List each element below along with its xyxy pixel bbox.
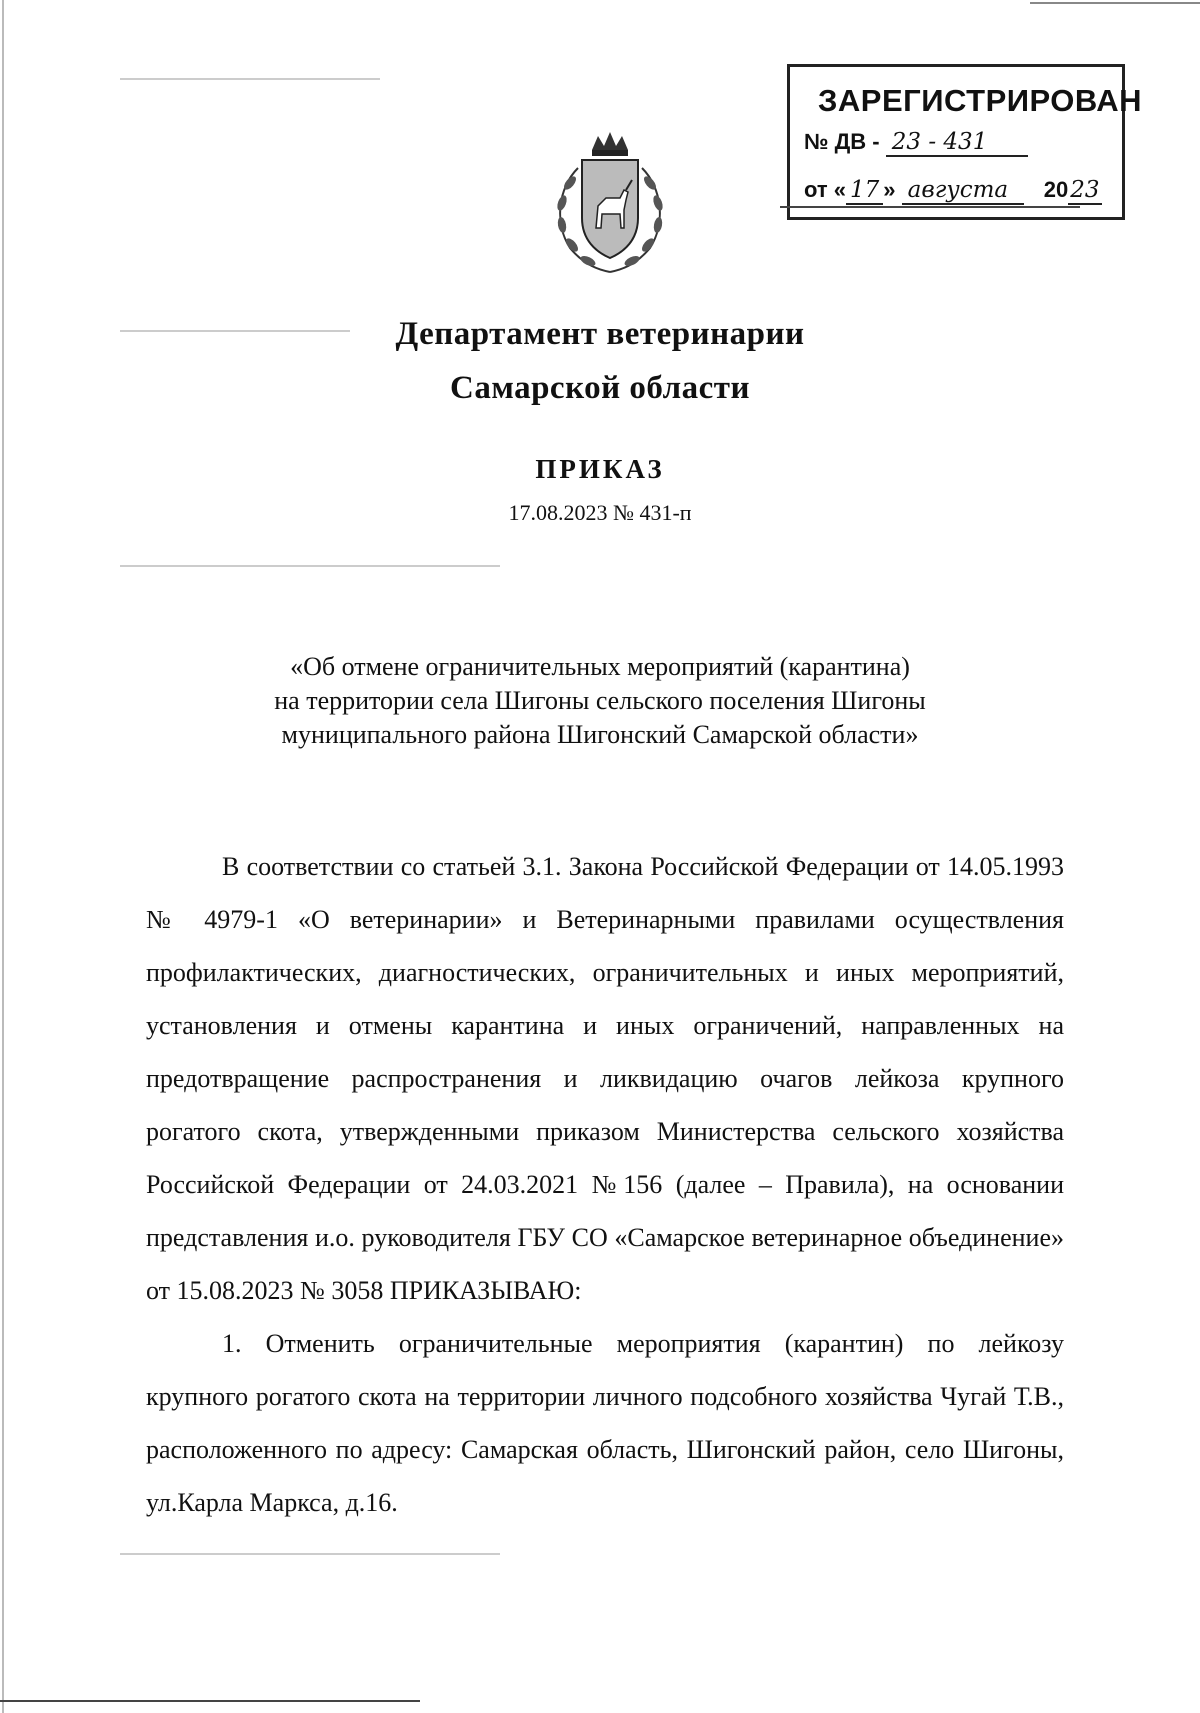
scan-edge-top: [1030, 2, 1200, 4]
registration-stamp: [787, 64, 1143, 220]
stamp-title: ЗАРЕГИСТРИРОВАН: [818, 83, 1143, 118]
subject-line3: муниципального района Шигонский Самарской области»: [281, 720, 919, 749]
stamp-date-prefix: от «: [804, 177, 847, 202]
coat-of-arms-emblem: [540, 128, 680, 278]
stamp-date-year-suffix: 23: [1070, 177, 1100, 203]
stamp-date-year-prefix: 20: [1043, 177, 1069, 202]
department-name-line2: Самарской области: [450, 370, 750, 406]
stamp-number-prefix: № ДВ -: [804, 129, 880, 154]
body-paragraph-preamble: В соответствии со статьей 3.1. Закона Российской Федерации от 14.05.1993 № 4979-1 «О ветеринарии» и Ветеринарными правилами осуществления профилактических, диагностических, ограничительных и иных мероприятий, установления и отмены карантина и иных ограничений, направленных на предотвращение распространения и ликвидацию очагов лейкоза крупного рогатого скота, утвержденными приказом Министерства сельского хозяйства Российской Федерации от 24.03.2021 №156 (далее – Правила), на основании представления и.о. руководителя ГБУ СО «Самарское ветеринарное объединение» от 15.08.2023 № 3058 ПРИКАЗЫВАЮ:: [146, 852, 1064, 1305]
scan-edge-bottom: [0, 1700, 420, 1702]
stamp-date-day: 17: [846, 177, 883, 205]
scan-noise: [120, 1553, 500, 1555]
scan-edge-left: [2, 0, 4, 1713]
document-type: ПРИКАЗ: [535, 454, 665, 484]
stamp-date-mid: »: [883, 177, 896, 202]
subject-line1: «Об отмене ограничительных мероприятий (карантина): [290, 652, 910, 681]
department-name-line1: Департамент ветеринарии: [395, 316, 805, 352]
scan-noise: [120, 78, 380, 80]
document-body: [146, 840, 1064, 1529]
subject-line2: на территории села Шигоны сельского поселения Шигоны: [274, 686, 926, 715]
scan-noise: [120, 565, 500, 567]
stamp-date-row: [804, 177, 1102, 205]
stamp-underline: [780, 206, 1080, 208]
body-paragraph-item-1: 1. Отменить ограничительные мероприятия (карантин) по лейкозу крупного рогатого скота на территории личного подсобного хозяйства Чугай Т.В., расположенного по адресу: Самарская область, Шигонский район, село Шигоны, ул.Карла Маркса, д.16.: [146, 1329, 1064, 1517]
stamp-number-handwritten: 23 - 431: [886, 129, 1028, 157]
document-date-number: 17.08.2023 № 431-п: [508, 500, 692, 525]
stamp-number-row: [804, 129, 1028, 157]
stamp-date-month: августа: [902, 177, 1024, 205]
